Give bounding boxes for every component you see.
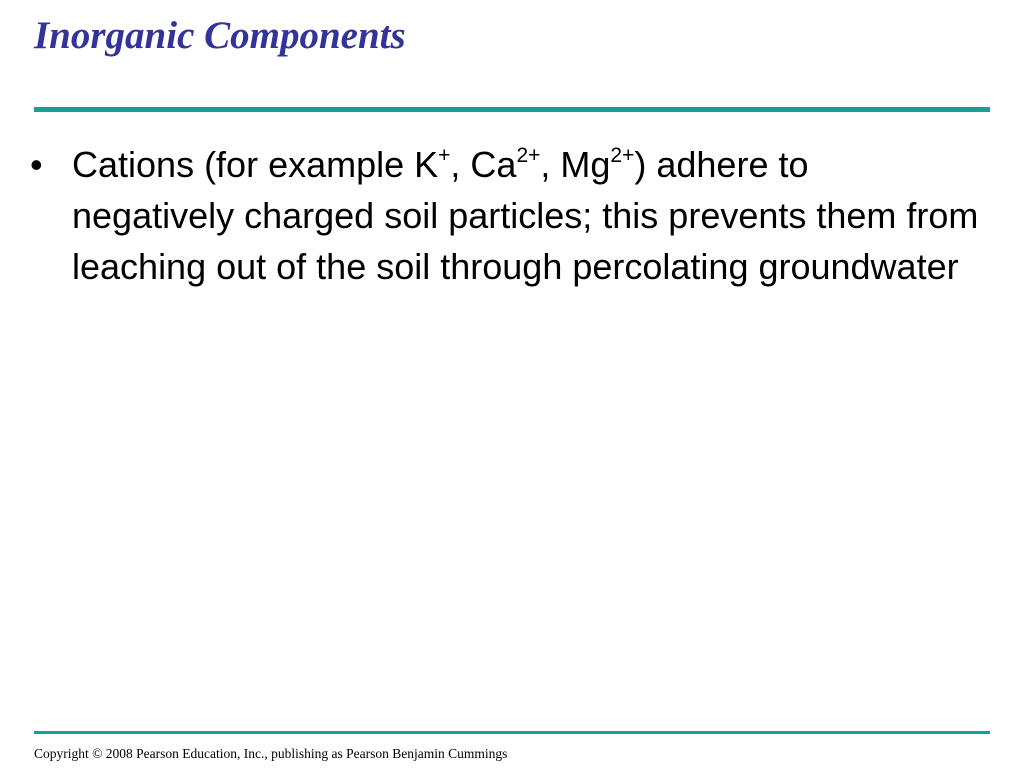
calcium-superscript: 2+ xyxy=(516,144,541,167)
bullet-text-part-4: ) adhere to negatively charged soil particles; this prevents them from leaching out of the soil through percolating groundwater xyxy=(72,144,979,287)
bullet-marker: • xyxy=(30,144,43,185)
slide-title: Inorganic Components xyxy=(34,14,406,57)
bullet-list xyxy=(30,139,980,292)
potassium-superscript: + xyxy=(438,144,451,167)
bullet-text-part-3: , Mg xyxy=(540,144,611,185)
bullet-text xyxy=(72,144,978,287)
title-divider xyxy=(34,107,990,112)
bullet-text-part-1: Cations (for example K xyxy=(72,144,439,185)
bullet-text-part-2: , Ca xyxy=(450,144,517,185)
footer-divider xyxy=(34,731,990,734)
magnesium-superscript: 2+ xyxy=(610,144,635,167)
bullet-item xyxy=(30,139,980,292)
copyright-footer: Copyright © 2008 Pearson Education, Inc., publishing as Pearson Benjamin Cummings xyxy=(34,746,508,761)
